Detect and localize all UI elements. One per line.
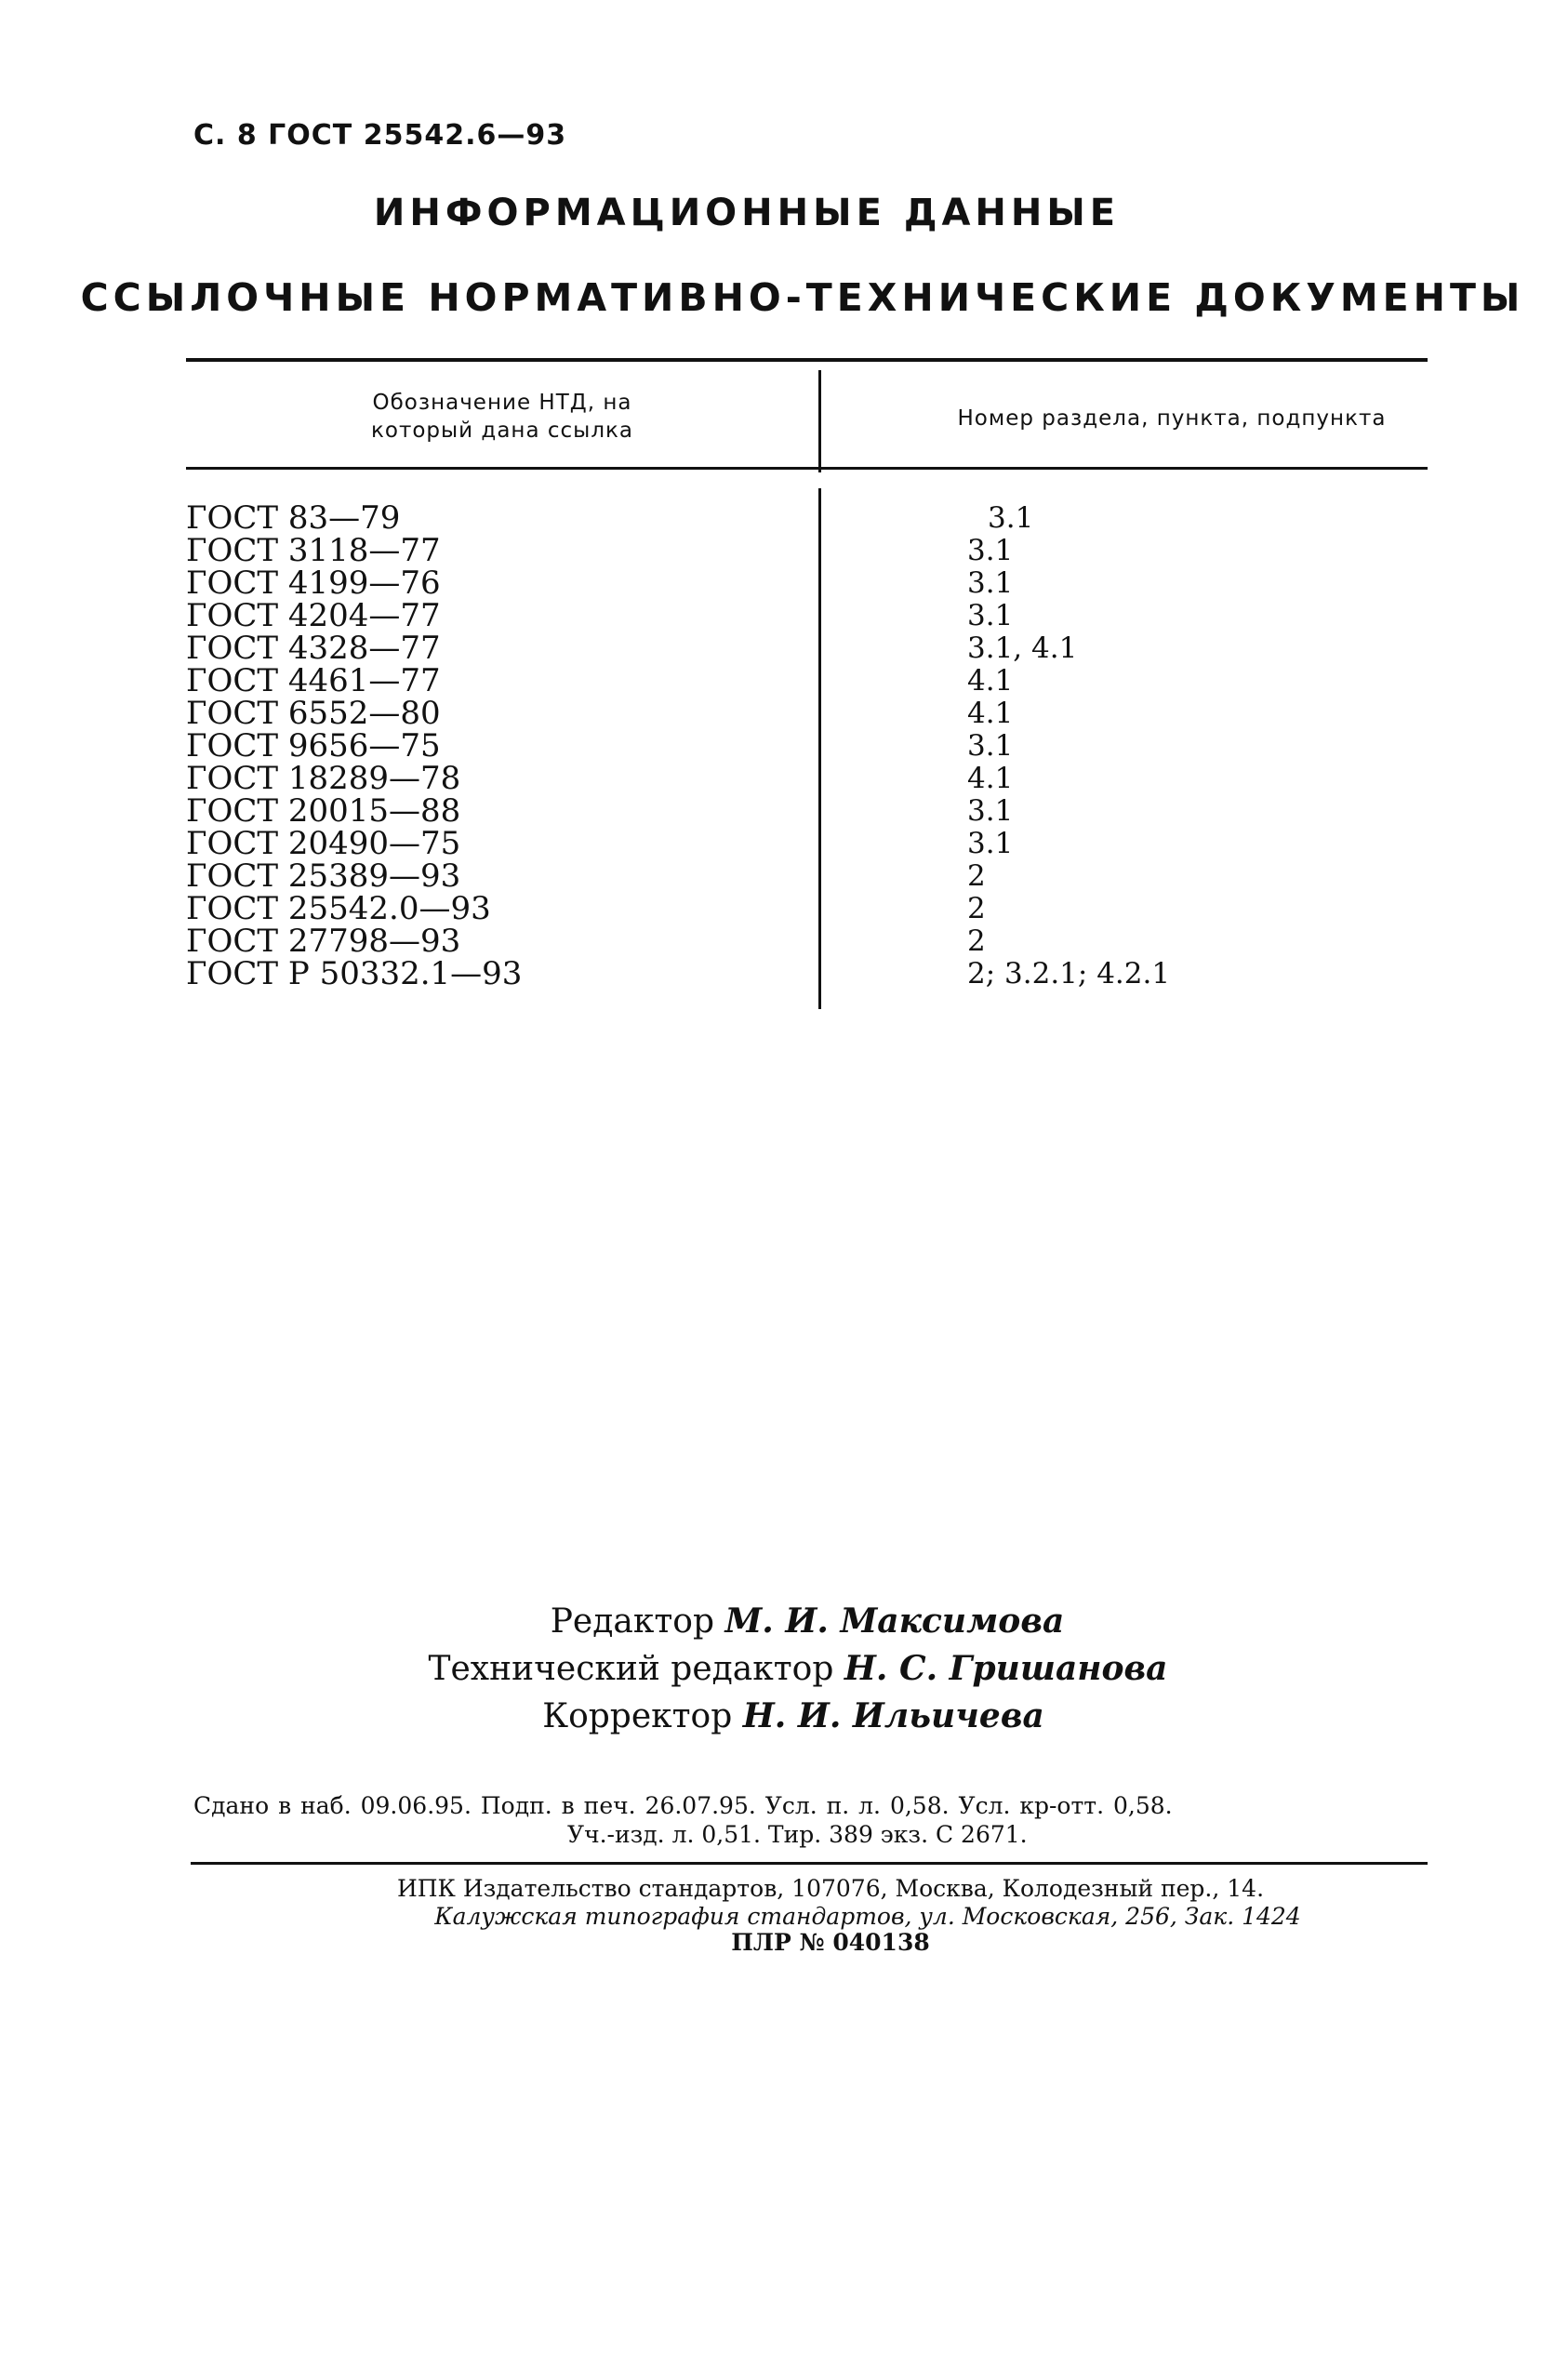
column-header-document-line-1: Обозначение НТД, на [372, 391, 632, 415]
table-row-section: 4.1 [967, 664, 1014, 698]
main-title: ИНФОРМАЦИОННЫЕ ДАННЫЕ [373, 192, 1121, 234]
table-row-document: ГОСТ 18289—78 [186, 760, 461, 797]
table-row-document: ГОСТ 20015—88 [186, 792, 461, 830]
credit-proofreader-name: Н. И. Ильичева [742, 1696, 1044, 1735]
table-row-document: ГОСТ 27798—93 [186, 923, 461, 960]
credit-editor-name: М. И. Максимова [724, 1602, 1065, 1641]
table-body-divider [818, 488, 821, 1009]
credit-tech-editor [0, 1645, 1568, 1693]
table-row-document: ГОСТ Р 50332.1—93 [186, 955, 523, 992]
table-row-section: 4.1 [967, 697, 1014, 730]
table-row-section: 2 [967, 924, 986, 958]
table-row-document: ГОСТ 25542.0—93 [186, 890, 491, 927]
table-header-divider [818, 370, 821, 472]
table-row-section: 3.1 [967, 827, 1014, 860]
credit-editor-label: Редактор [550, 1602, 714, 1641]
imprint-line-1: Сдано в наб. 09.06.95. Подп. в печ. 26.07.95. Усл. п. л. 0,58. Усл. кр-отт. 0,58. [193, 1792, 1173, 1819]
document-column [186, 499, 523, 992]
table-row-section: 3.1 [967, 794, 1014, 828]
table-row-document: ГОСТ 20490—75 [186, 825, 461, 862]
credit-editor [0, 1598, 1568, 1645]
table-row-document: ГОСТ 4328—77 [186, 630, 441, 667]
publisher-line-3: ПЛР № 040138 [731, 1929, 930, 1956]
credits-block [0, 1598, 1568, 1740]
table-row-document: ГОСТ 9656—75 [186, 727, 441, 764]
table-row-document: ГОСТ 83—79 [186, 499, 401, 537]
publisher-line-2: Калужская типография стандартов, ул. Московская, 256, Зак. 1424 [434, 1903, 1301, 1930]
table-row-section: 2 [967, 859, 986, 893]
credit-tech-editor-label: Технический редактор [428, 1650, 834, 1688]
credit-proofreader [0, 1693, 1568, 1740]
table-row-section: 4.1 [967, 762, 1014, 795]
column-header-section: Номер раздела, пункта, подпункта [957, 406, 1387, 431]
credit-tech-editor-name: Н. С. Гришанова [844, 1649, 1168, 1688]
table-row-document: ГОСТ 4204—77 [186, 597, 441, 634]
table-top-rule [186, 358, 1428, 362]
column-header-document-line-2: который дана ссылка [370, 419, 634, 443]
table-row-section: 3.1 [967, 729, 1014, 763]
sub-title: ССЫЛОЧНЫЕ НОРМАТИВНО-ТЕХНИЧЕСКИЕ ДОКУМЕНТЫ [80, 275, 1525, 320]
table-row-document: ГОСТ 4461—77 [186, 662, 441, 699]
credit-proofreader-label: Корректор [542, 1697, 733, 1735]
table-row-section: 3.1 [967, 534, 1014, 567]
table-header-rule [186, 467, 1428, 470]
table-row-section: 3.1 [988, 501, 1034, 535]
table-row-section: 3.1, 4.1 [967, 631, 1078, 665]
table-row-document: ГОСТ 6552—80 [186, 695, 441, 732]
imprint-line-2: Уч.-изд. л. 0,51. Тир. 389 экз. С 2671. [567, 1821, 1028, 1848]
column-header-document [195, 389, 809, 445]
table-row-document: ГОСТ 3118—77 [186, 532, 441, 569]
table-row-document: ГОСТ 4199—76 [186, 565, 441, 602]
imprint-rule [191, 1862, 1428, 1865]
table-row-section: 2 [967, 892, 986, 925]
table-row-document: ГОСТ 25389—93 [186, 857, 461, 895]
publisher-line-1: ИПК Издательство стандартов, 107076, Москва, Колодезный пер., 14. [396, 1875, 1265, 1902]
table-row-section: 2; 3.2.1; 4.2.1 [967, 957, 1171, 990]
table-row-section: 3.1 [967, 599, 1014, 632]
section-column [967, 502, 1170, 990]
running-header: С. 8 ГОСТ 25542.6—93 [193, 119, 567, 152]
table-row-section: 3.1 [967, 566, 1014, 600]
